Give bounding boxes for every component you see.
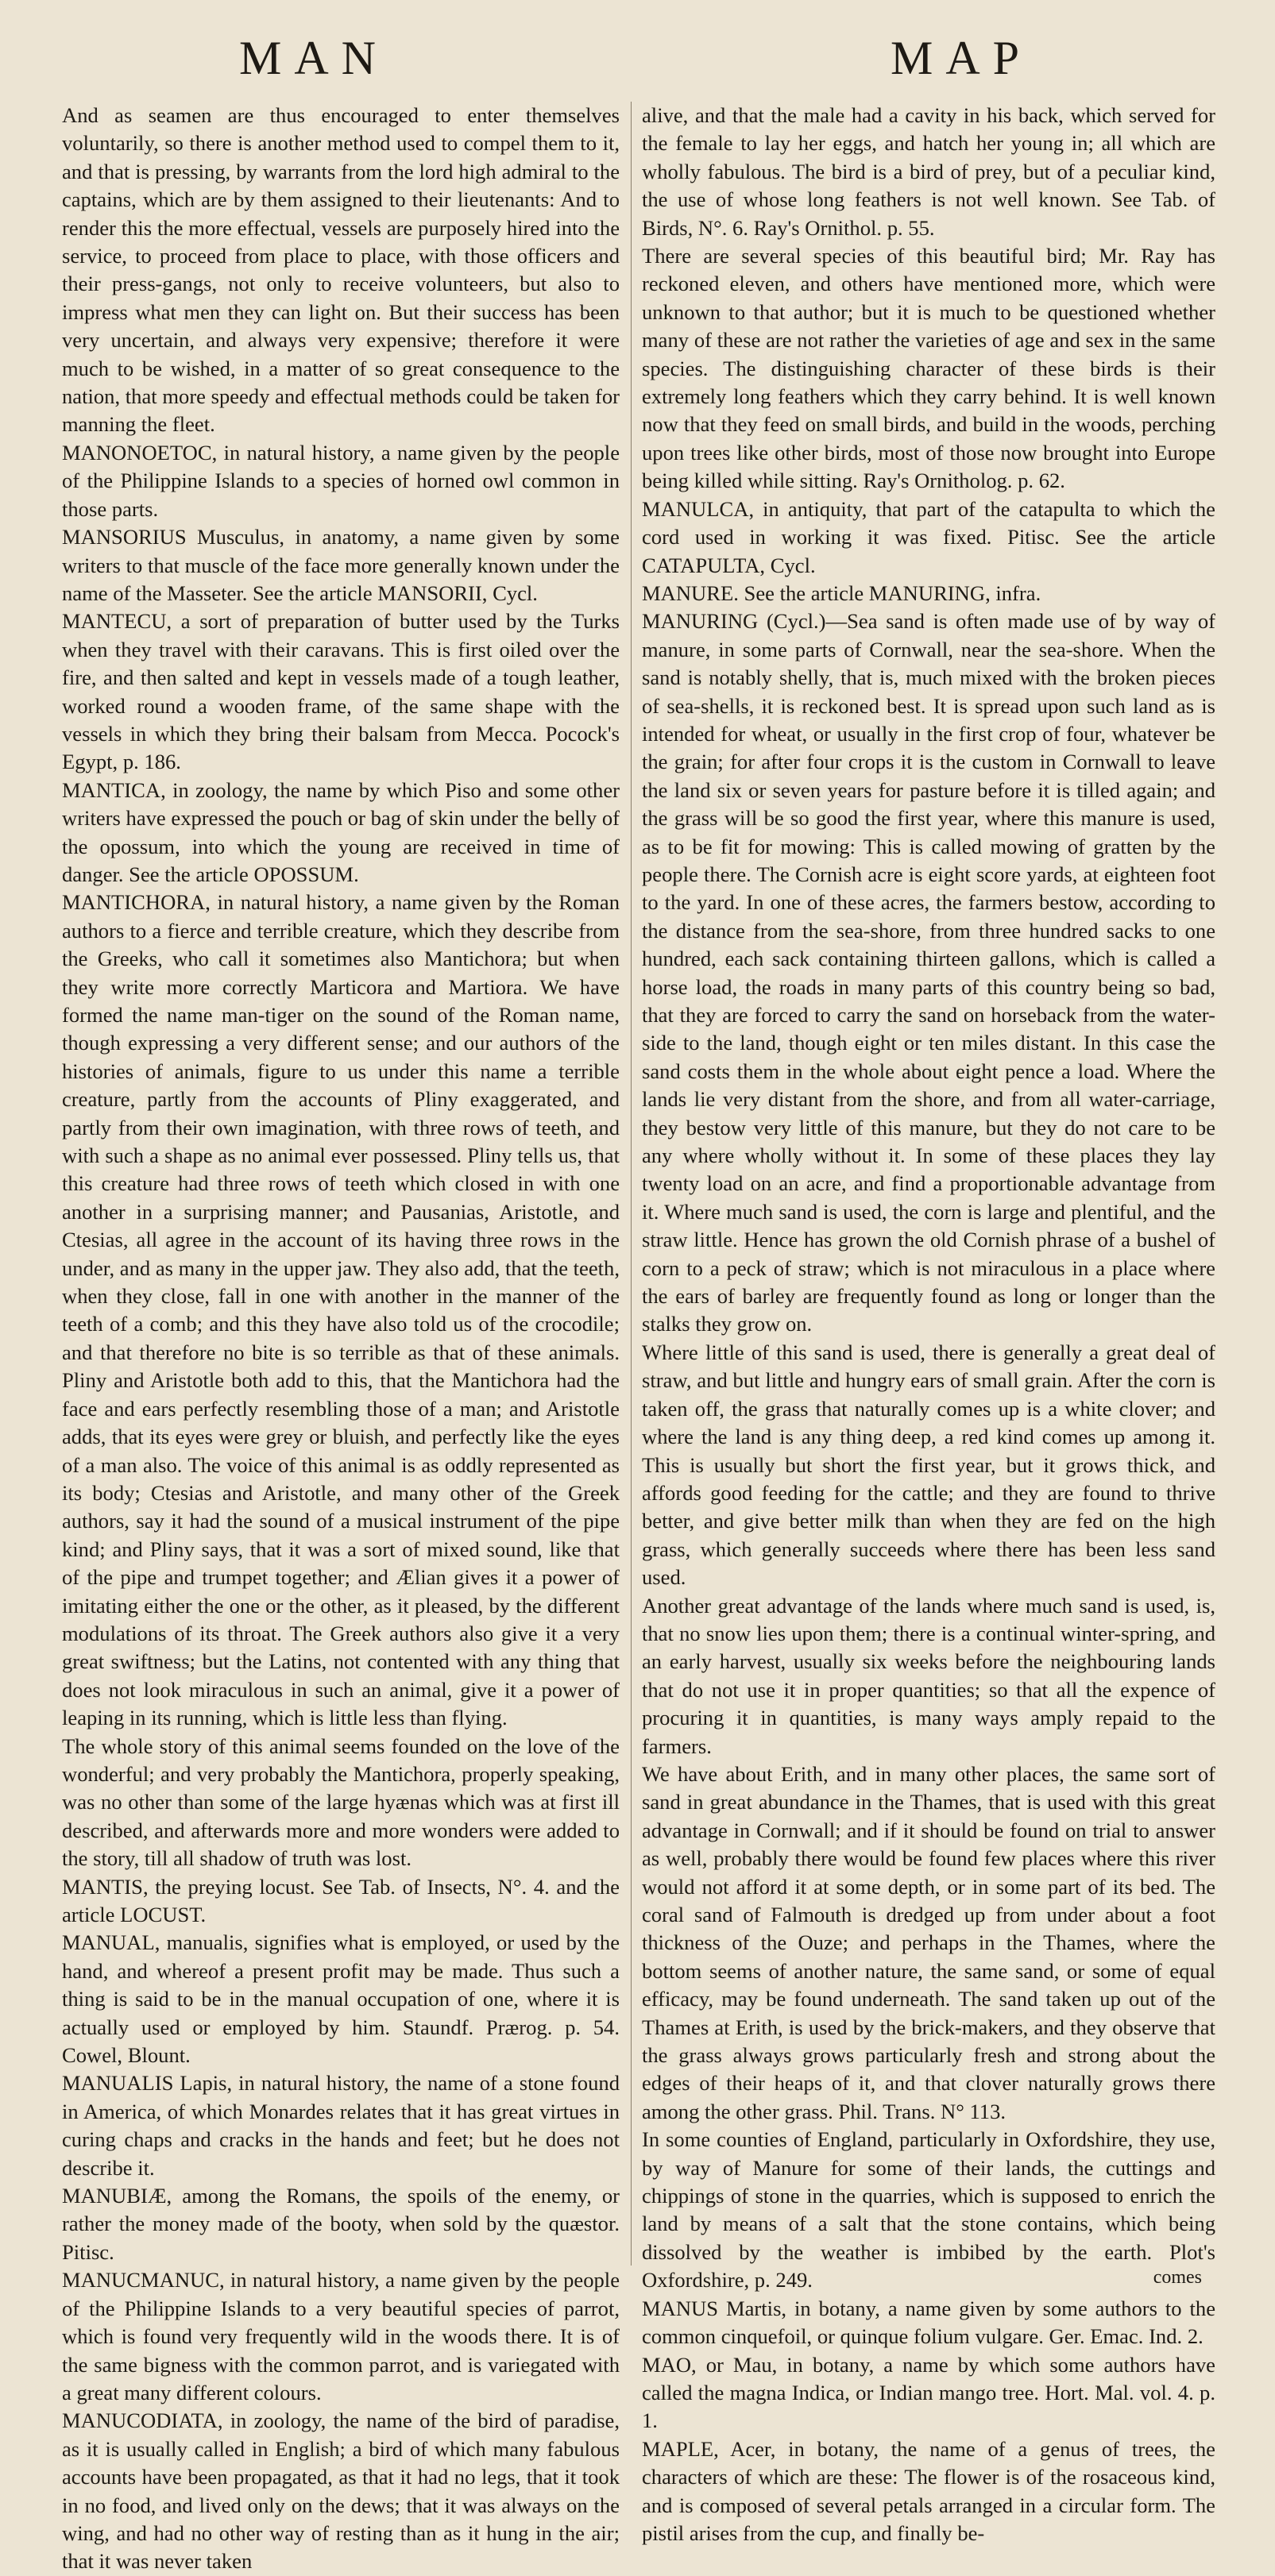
entry-manualis: MANUALIS Lapis, in natural history, the name of a stone found in America, of which Monardes relates that it has great virtues in curing chaps and cracks in the hands and feet; but he does not describe it. bbox=[62, 2071, 620, 2180]
paragraph: The whole story of this animal seems founded on the love of the wonderful; and very probably the Mantichora, properly speaking, was no other than some of the large hyænas which was at first ill described, and afterwards more and more wonders were added to the story, till all shadow of truth was lost. bbox=[62, 1733, 620, 1871]
catchword: comes bbox=[1153, 2267, 1202, 2288]
paragraph: alive, and that the male had a cavity in his back, which served for the female to lay her eggs, and hatch her young in; all which are wholly fabulous. The bird is a bird of prey, but of a peculiar kind, the use of whose long feathers is not well known. See Tab. of Birds, N°. 6. Ray's Ornithol. p. 55. bbox=[642, 103, 1215, 240]
paragraph: In some counties of England, particularly in Oxfordshire, they use, by way of Manure for some of their lands, the cuttings and chippings of stone in the quarries, which is supposed to enrich the land by means of a salt that the stone contains, which being dissolved by the weather is imbibed by the earth. Plot's Oxfordshire, p. 249. bbox=[642, 2127, 1215, 2293]
entry-mansorius: MANSORIUS Musculus, in anatomy, a name given by some writers to that muscle of the face more generally known under the name of the Masseter. See the article MANSORII, Cycl. bbox=[62, 525, 620, 605]
column-rule bbox=[631, 102, 632, 2266]
entry-manual: MANUAL, manualis, signifies what is employed, or used by the hand, and whereof a present profit may be made. Thus such a thing is said to be in the manual occupation of one, where it is actually used or employed by him. Staundf. Prærog. p. 54. Cowel, Blount. bbox=[62, 1930, 620, 2068]
entry-manus: MANUS Martis, in botany, a name given by some authors to the common cinquefoil, or quinque folium vulgare. Ger. Emac. Ind. 2. bbox=[642, 2296, 1215, 2349]
entry-mantis: MANTIS, the preying locust. See Tab. of Insects, N°. 4. and the article LOCUST. bbox=[62, 1874, 620, 1926]
entry-manuring: MANURING (Cycl.)—Sea sand is often made use of by way of manure, in some parts of Cornwall, near the sea-shore. When the sand is notably shelly, that is, much mixed with the broken pieces of sea-shells, it is reckoned best. It is spread upon such land as is intended for wheat, or usually in the first crop of four, whatever be the grain; for after four crops it is the custom in Cornwall to leave the land six or seven years for pasture before it is tilled again; and the grass will be so good the first year, where this manure is used, as to be fit for mowing: This is called mowing of gratten by the people there. The Cornish acre is eight score yards, at eighteen foot to the yard. In one of these acres, the farmers bestow, according to the distance from the sea-shore, from three hundred sacks to one hundred, each sack containing thirteen gallons, which is called a horse load, the roads in many parts of this country being so bad, that they are forced to carry the sand on horseback from the water-side to the land, though eight or ten miles distant. In this case the sand costs them in the whole about eight pence a load. Where the lands lie very distant from the shore, and from all water-carriage, they bestow very little of this manure, but they do not care to be any where wholly without it. In some of these places they lay twenty load on an acre, and find a proportionable advantage from it. Where much sand is used, the corn is large and plentiful, and the straw little. Hence has grown the old Cornish phrase of a bushel of corn to a peck of straw; which is not miraculous in a place where the ears of barley are frequently found as long or longer than the stalks they grow on. bbox=[642, 609, 1215, 1336]
paragraph: And as seamen are thus encouraged to enter themselves voluntarily, so there is another method used to compel them to it, and that is pressing, by warrants from the lord high admiral to the captains, which are by them assigned to their lieutenants: And to render this the more effectual, vessels are purposely hired into the service, to proceed from place to place, with those officers and their press-gangs, not only to receive volunteers, but also to impress what men they can light on. But their success has been very uncertain, and always very expensive; therefore it were much to be wished, in a matter of so great consequence to the nation, that more speedy and effectual methods could be taken for manning the fleet. bbox=[62, 103, 620, 437]
entry-mantica: MANTICA, in zoology, the name by which Piso and some other writers have expressed the pouch or bag of skin under the belly of the opossum, into which the young are received in time of danger. See the article OPOSSUM. bbox=[62, 777, 620, 886]
paragraph: We have about Erith, and in many other places, the same sort of sand in great abundance in the Thames, that is used with this great advantage in Cornwall; and if it should be found on trial to answer as well, probably there would be found few places where this river would not afford it at some depth, or in some part of its bed. The coral sand of Falmouth is dredged up from under about a foot thickness of the Ouze; and perhaps in the Thames, where the bottom seems of another nature, the same sand, or some of equal efficacy, may be found underneath. The sand taken up out of the Thames at Erith, is used by the brick-makers, and they observe that the grass always grows particularly fresh and strong about the edges of their heaps of it, and that clover naturally grows there among the other grass. Phil. Trans. N° 113. bbox=[642, 1761, 1215, 2123]
right-column bbox=[642, 102, 1215, 2547]
entry-manucodiata: MANUCODIATA, in zoology, the name of the bird of paradise, as it is usually called in English; a bird of which many fabulous accounts have been propagated, as that it had no legs, that it took in no food, and lived only on the dews; that it was always on the wing, and had no other way of resting than as it hung in the air; that it was never taken bbox=[62, 2408, 620, 2574]
paragraph: There are several species of this beautiful bird; Mr. Ray has reckoned eleven, and others have mentioned more, which were unknown to that author; but it is much to be questioned whether many of these are not rather the varieties of age and sex in the same species. The distinguishing character of these birds is their extremely long feathers which they carry behind. It is well known now that they feed on small birds, and build in the woods, perching upon trees like other birds, most of those now brought into Europe being killed while sitting. Ray's Ornitholog. p. 62. bbox=[642, 244, 1215, 493]
running-head-right: MAP bbox=[890, 32, 1033, 84]
entry-mantichora: MANTICHORA, in natural history, a name given by the Roman authors to a fierce and terrible creature, which they describe from the Greeks, who call it sometimes also Mantichora; but when they write more correctly Marticora and Martiora. We have formed the name man-tiger on the sound of the Roman name, though expressing a very different sense; and our authors of the histories of animals, figure to us under this name a terrible creature, partly from the accounts of Pliny exaggerated, and partly from their own imagination, with three rows of teeth, and with such a shape as no animal ever possessed. Pliny tells us, that this creature had three rows of teeth which closed in with one another in a surprising manner; and Pausanias, Aristotle, and Ctesias, all agree in the account of its having three rows in the under, and as many in the upper jaw. They also add, that the teeth, when they close, fall in one with another in the manner of the teeth of a comb; and this they have also told us of the crocodile; and that therefore no bite is so terrible as that of these animals. Pliny and Aristotle both add to this, that the Mantichora had the face and ears perfectly resembling those of a man; and Aristotle adds, that its eyes were grey or bluish, and perfectly like the eyes of a man also. The voice of this animal is as oddly represented as its body; Ctesias and Aristotle, and many other of the Greek authors, say it had the sound of a musical instrument of the pipe kind; and Pliny says, that it was a sort of mixed sound, like that of the pipe and trumpet together; and Ælian gives it a power of imitating either the one or the other, as it pleased, by the different modulations of its throat. The Greek authors also give it a very great swiftness; but the Latins, not contented with any thing that does not look miraculous in such an animal, give it a power of leaping in its running, which is little less than flying. bbox=[62, 890, 620, 1730]
paragraph: Another great advantage of the lands where much sand is used, is, that no snow lies upon them; there is a continual winter-spring, and an early harvest, usually six weeks before the neighbouring lands that do not use it in proper quantities; so that all the expence of procuring it in quantities, is many ways amply repaid to the farmers. bbox=[642, 1593, 1215, 1758]
entry-manulca: MANULCA, in antiquity, that part of the catapulta to which the cord used in working it was fixed. Pitisc. See the article CATAPULTA, Cycl. bbox=[642, 496, 1215, 577]
paragraph: Where little of this sand is used, there is generally a great deal of straw, and but little and hungry ears of small grain. After the corn is taken off, the grass that naturally comes up is a white clover; and where the land is any thing deep, a red kind comes up among it. This is usually but short the first year, but it grows thick, and affords good feeding for the cattle; and they are found to thrive better, and give better milk than when they are fed on the high grass, which generally succeeds where there has been less sand used. bbox=[642, 1340, 1215, 1590]
running-head-left: MAN bbox=[238, 32, 388, 84]
entry-manure: MANURE. See the article MANURING, infra. bbox=[642, 580, 1041, 605]
entry-maple: MAPLE, Acer, in botany, the name of a genus of trees, the characters of which are these: The flower is of the rosaceous kind, and is composed of several petals arranged in a circular form. The pistil arises from the cup, and finally be- bbox=[642, 2436, 1215, 2545]
entry-mao: MAO, or Mau, in botany, a name by which some authors have called the magna Indica, or Indian mango tree. Hort. Mal. vol. 4. p. 1. bbox=[642, 2352, 1215, 2433]
entry-mantecu: MANTECU, a sort of preparation of butter used by the Turks when they travel with their caravans. This is first oiled over the fire, and then salted and kept in vessels made of a tough leather, worked round a wooden frame, of the same shape with the vessels in which they bring their balsam from Mecca. Pocock's Egypt, p. 186. bbox=[62, 609, 620, 774]
left-column bbox=[62, 102, 620, 2576]
entry-manubiae: MANUBIÆ, among the Romans, the spoils of the enemy, or rather the money made of the booty, when sold by the quæstor. Pitisc. bbox=[62, 2184, 620, 2264]
entry-manucmanuc: MANUCMANUC, in natural history, a name given by the people of the Philippine Islands to a very beautiful species of parrot, which is found very frequently wild in the woods there. It is of the same bigness with the common parrot, and is variegated with a great many different colours. bbox=[62, 2268, 620, 2404]
entry-manonoetoc: MANONOETOC, in natural history, a name given by the people of the Philippine Islands to a species of horned owl common in those parts. bbox=[62, 440, 620, 521]
